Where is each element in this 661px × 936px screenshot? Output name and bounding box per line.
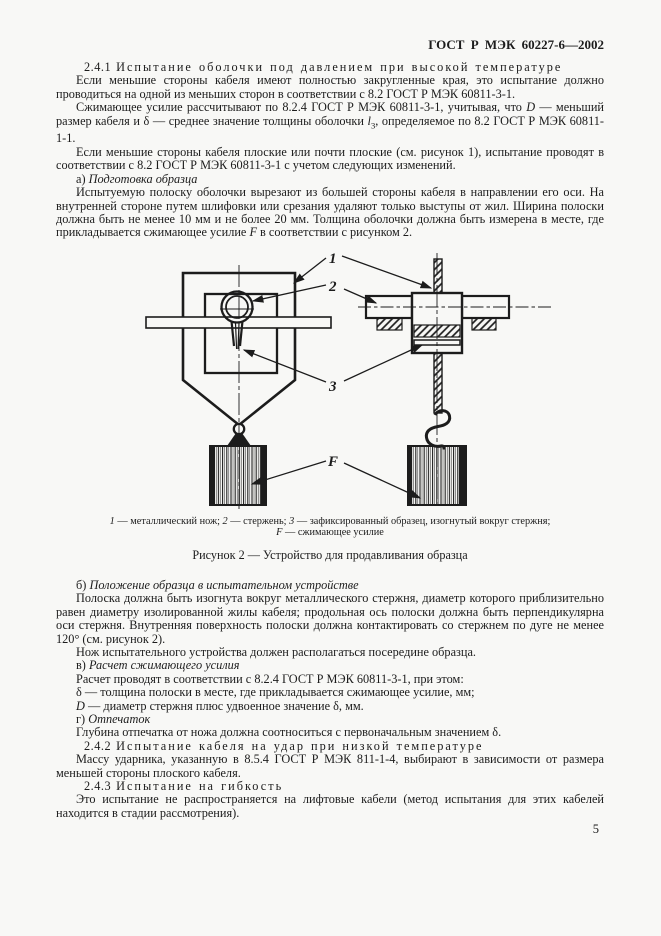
callout-label-3: 3	[329, 378, 337, 395]
leader-1-right	[342, 256, 431, 288]
symbol-D: D	[76, 698, 85, 713]
list-letter: в)	[76, 658, 86, 673]
caption-text: — стержень;	[227, 515, 290, 527]
definition-delta	[56, 686, 604, 699]
definition-text: — диаметр стержня плюс удвоенное значение δ, мм.	[84, 698, 364, 713]
body-text	[56, 61, 604, 820]
list-item-title: Отпечаток	[88, 711, 151, 726]
figure-2	[56, 245, 604, 563]
figure-caption-line-2	[56, 527, 604, 539]
callout-label-1: 1	[329, 250, 337, 267]
page-number: 5	[592, 822, 599, 836]
section-number: 2.4.1	[84, 60, 112, 74]
section-number: 2.4.2	[84, 738, 112, 753]
symbol-delta: δ	[76, 685, 82, 700]
paragraph: Это испытание не распространяется на лифтовые кабели (метод испытания для этих кабелей находится в стадии рассмотрения).	[56, 792, 604, 820]
paragraph: Расчет проводят в соответствии с 8.2.4 ГОСТ Р МЭК 60811-3-1, при этом:	[76, 671, 464, 686]
caption-key-1: 1	[109, 515, 115, 527]
figure-caption-line-1	[56, 516, 604, 528]
paragraph-text: Сжимающее усилие рассчитывают по 8.2.4 ГОСТ Р МЭК 60811-3-1, учитывая, что	[76, 100, 527, 115]
callout-label-2: 2	[329, 278, 337, 295]
section-heading-2-4-2	[56, 740, 604, 753]
knife-rod-top	[434, 259, 442, 293]
list-item-title: Расчет сжимающего усилия	[88, 658, 240, 673]
list-item-b	[56, 579, 604, 592]
paragraph: Если меньшие стороны кабеля имеют полностью закругленные края, это испытание должно проводиться на одной из меньших сторон в соответствии с 8.2 ГОСТ Р МЭК 60811-3-1.	[56, 73, 604, 101]
section-number: 2.4.3	[84, 779, 112, 794]
leader-1-left	[294, 258, 326, 283]
list-item-v	[56, 659, 604, 672]
caption-key-F: F	[276, 527, 283, 539]
caption-text: — металлический нож;	[114, 515, 223, 527]
paragraph	[56, 101, 604, 146]
subscript-3: 3	[370, 120, 376, 131]
symbol-D: D	[526, 100, 536, 115]
definition-D	[56, 700, 604, 713]
list-letter: б)	[76, 577, 87, 592]
support-right	[472, 318, 496, 330]
paragraph: Полоска должна быть изогнута вокруг металлического стержня, диаметр которого приблизительно равен диаметру изолированной жилы кабеля; продольная ось полоски должна быть перпендикулярна оси стержня. Внутренняя поверхность полоски должна контактировать со стержнем по дуге не менее 120° (см. рисунок 2).	[56, 591, 604, 646]
caption-text: — зафиксированный образец, изогнутый вокруг стержня;	[294, 515, 551, 527]
leader-3-left	[244, 350, 326, 382]
symbol-l: l	[367, 113, 371, 128]
centerlines	[220, 250, 554, 509]
list-letter: а)	[76, 171, 86, 186]
section-title: Испытание оболочки под давлением при высокой температуре	[116, 60, 563, 74]
weight-left	[210, 446, 266, 505]
caption-text: — сжимающее усилие	[282, 527, 384, 539]
figure-2-diagram	[104, 245, 564, 513]
symbol-F: F	[249, 225, 257, 240]
caption-key-3: 3	[289, 515, 295, 527]
doc-code-header: ГОСТ Р МЭК 60227-6—2002	[428, 37, 604, 52]
list-item-a	[56, 173, 604, 186]
leader-3-right	[344, 345, 422, 381]
paragraph: Нож испытательного устройства должен располагаться посередине образца.	[76, 644, 477, 659]
definition-text: — толщина полоски в месте, где прикладывается сжимающее усилие, мм;	[81, 685, 475, 700]
figure-caption	[56, 516, 604, 539]
right-apparatus-side-view	[366, 259, 509, 505]
hook	[426, 410, 449, 449]
paragraph: Массу ударника, указанную в 8.5.4 ГОСТ Р МЭК 811-1-4, выбирают в зависимости от размера меньшей стороны плоского кабеля.	[56, 752, 604, 780]
knife-rod-bottom	[434, 353, 442, 413]
section-heading-2-4-3	[56, 780, 604, 793]
list-item-g	[56, 713, 604, 726]
left-apparatus-front-view	[146, 273, 331, 505]
support-left	[377, 318, 402, 330]
paragraph-text: — меньший размер кабеля и δ — среднее значение толщины оболочки	[56, 100, 604, 128]
callout-labels	[327, 251, 338, 470]
list-item-title: Положение образца в испытательном устройстве	[89, 577, 359, 592]
caption-key-2: 2	[222, 515, 228, 527]
paragraph: Глубина отпечатка от ножа должна соотноситься с первоначальным значением δ.	[76, 725, 502, 740]
section-title: Испытание на гибкость	[116, 779, 284, 794]
section-heading-2-4-1	[56, 61, 604, 74]
paragraph	[56, 186, 604, 240]
paragraph-text: , определяемое по 8.2 ГОСТ Р МЭК 60811-1-1.	[56, 113, 605, 146]
figure-title: Рисунок 2 — Устройство для продавливания образца	[192, 547, 468, 562]
paragraph-text: в соответствии с рисунком 2.	[256, 225, 413, 240]
paragraph-text: Испытуемую полоску оболочки вырезают из большей стороны кабеля в направлении его оси. На внутренней стороне путем шлифовки или срезания удаляют только выступы от жил. Ширина полоски должна быть не менее 10 мм и не более 20 мм. Толщина оболочки должна быть измерена в месте, где прикладывается сжимающее усилие	[56, 185, 604, 240]
paragraph: Если меньшие стороны кабеля плоские или почти плоские (см. рисунок 1), испытание проводят в соответствии с 8.2 ГОСТ Р МЭК 60811-3-1 с учетом следующих изменений.	[56, 144, 604, 173]
section-title: Испытание кабеля на удар при низкой температуре	[116, 738, 484, 753]
list-letter: г)	[76, 711, 86, 726]
callout-label-F: F	[328, 453, 339, 470]
list-item-title: Подготовка образца	[88, 171, 198, 186]
